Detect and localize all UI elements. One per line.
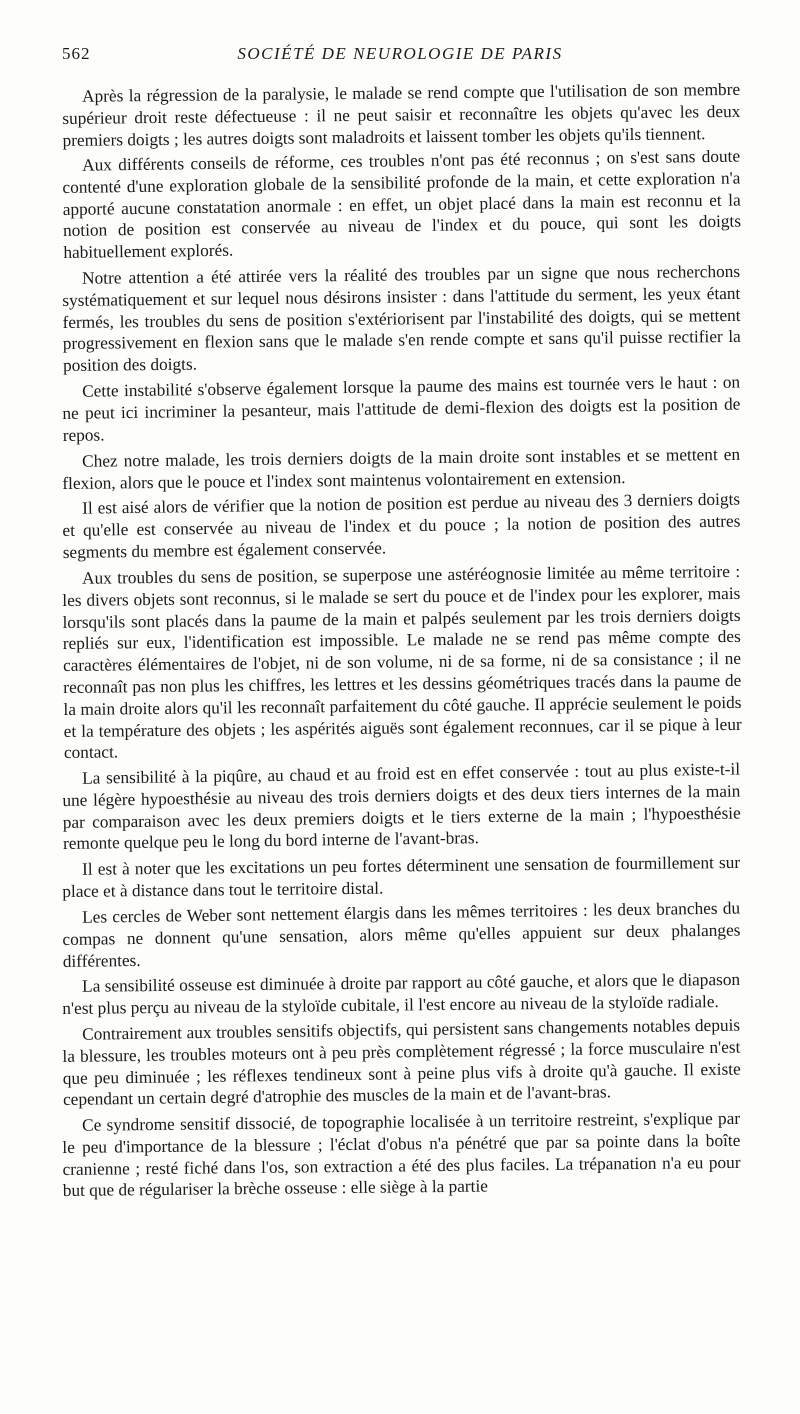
paragraph: La sensibilité à la piqûre, au chaud et au froid est en effet conservée : tout au plus existe-t-il une légère hypoesthésie au niveau des trois derniers doigts et des deux tiers internes de la main par comparaison avec les deux premiers doigts et le tiers externe de la main ; l'hypoesthésie remonte quelque peu le long du bord interne de l'avant-bras. <box>62 759 741 854</box>
paragraph: Contrairement aux troubles sensitifs objectifs, qui persistent sans changements notables depuis la blessure, les troubles moteurs ont à peu près complètement régressé ; la force musculaire n'est que peu diminuée ; les réflexes tendineux sont à peine plus vifs à droite qu'à gauche. Il existe cependant un certain degré d'atrophie des muscles de la main et de l'avant-bras. <box>62 1015 741 1110</box>
page-header <box>62 44 738 70</box>
paragraph: Les cercles de Weber sont nettement élargis dans les mêmes territoires : les deux branches du compas ne donnent qu'une sensation, alors même qu'elles appuient sur deux phalanges différentes. <box>62 898 741 971</box>
running-title: SOCIÉTÉ DE NEUROLOGIE DE PARIS <box>237 44 563 63</box>
paragraph: Cette instabilité s'observe également lorsque la paume des mains est tournée vers le haut : on ne peut ici incriminer la pesanteur, mais l'attitude de demi-flexion des doigts est la position de repos. <box>62 372 741 445</box>
page-number: 562 <box>62 44 91 63</box>
paragraph: Notre attention a été attirée vers la réalité des troubles par un signe que nous recherchons systématiquement et sur lequel nous désirons insister : dans l'attitude du serment, les yeux étant fermés, les troubles du sens de position s'extériorisent par l'instabilité des doigts, qui se mettent progressivement en flexion sans que le malade s'en rende compte et sans qu'il puisse rectifier la position des doigts. <box>62 262 741 376</box>
paragraph: Après la régression de la paralysie, le malade se rend compte que l'utilisation de son membre supérieur droit reste défectueuse : il ne peut saisir et reconnaître les objets qu'avec les deux premiers doigts ; les autres doigts sont maladroits et laissent tomber les objets qu'ils tiennent. <box>62 79 741 150</box>
paragraph: La sensibilité osseuse est diminuée à droite par rapport au côté gauche, et alors que le diapason n'est plus perçu au niveau de la styloïde cubitale, il l'est encore au niveau de la styloïde radiale. <box>62 969 741 1018</box>
body-text <box>62 79 742 1206</box>
paragraph: Il est aisé alors de vérifier que la notion de position est perdue au niveau des 3 derniers doigts et qu'elle est conservée au niveau de l'index et du pouce ; la notion de position des autres segments du membre est également conservée. <box>62 489 741 562</box>
paragraph: Chez notre malade, les trois derniers doigts de la main droite sont instables et se mettent en flexion, alors que le pouce et l'index sont maintenus volontairement en extension. <box>62 444 741 493</box>
paragraph: Aux troubles du sens de position, se superpose une astéréognosie limitée au même territoire : les divers objets sont reconnus, si le malade se sert du pouce et de l'index pour les explorer, mais lorsqu'ils sont placés dans la paume de la main et palpés seulement par les trois derniers doigts repliés sur eux, l'identification est impossible. Le malade ne se rend pas même compte des caractères élémentaires de l'objet, ni de son volume, ni de sa forme, ni de sa consistance ; il ne reconnaît pas non plus les chiffres, les lettres et les dessins géométriques tracés dans la paume de la main droite alors qu'il les reconnaît parfaitement du côté gauche. Il apprécie seulement le poids et la température des objets ; les aspérités aiguës sont également reconnues, car il se pique à leur contact. <box>62 561 742 763</box>
paragraph: Ce syndrome sensitif dissocié, de topographie localisée à un territoire restreint, s'explique par le peu d'importance de la blessure ; l'éclat d'obus n'a pénétré que par sa pointe dans la boîte cranienne ; resté fiché dans l'os, son extraction a été des plus faciles. La trépanation n'a eu pour but que de régulariser la brèche osseuse : elle siège à la partie <box>62 1108 741 1201</box>
paragraph: Il est à noter que les excitations un peu fortes déterminent une sensation de fourmillement sur place et à distance dans tout le territoire distal. <box>62 852 741 901</box>
paragraph: Aux différents conseils de réforme, ces troubles n'ont pas été reconnus ; on s'est sans doute contenté d'une exploration globale de la sensibilité profonde de la main, et cette exploration n'a apporté aucune constatation anormale : en effet, un objet placé dans la main est reconnu et la notion de position est conservée au niveau de l'index et du pouce, qui sont les doigts habituellement explorés. <box>62 146 742 263</box>
